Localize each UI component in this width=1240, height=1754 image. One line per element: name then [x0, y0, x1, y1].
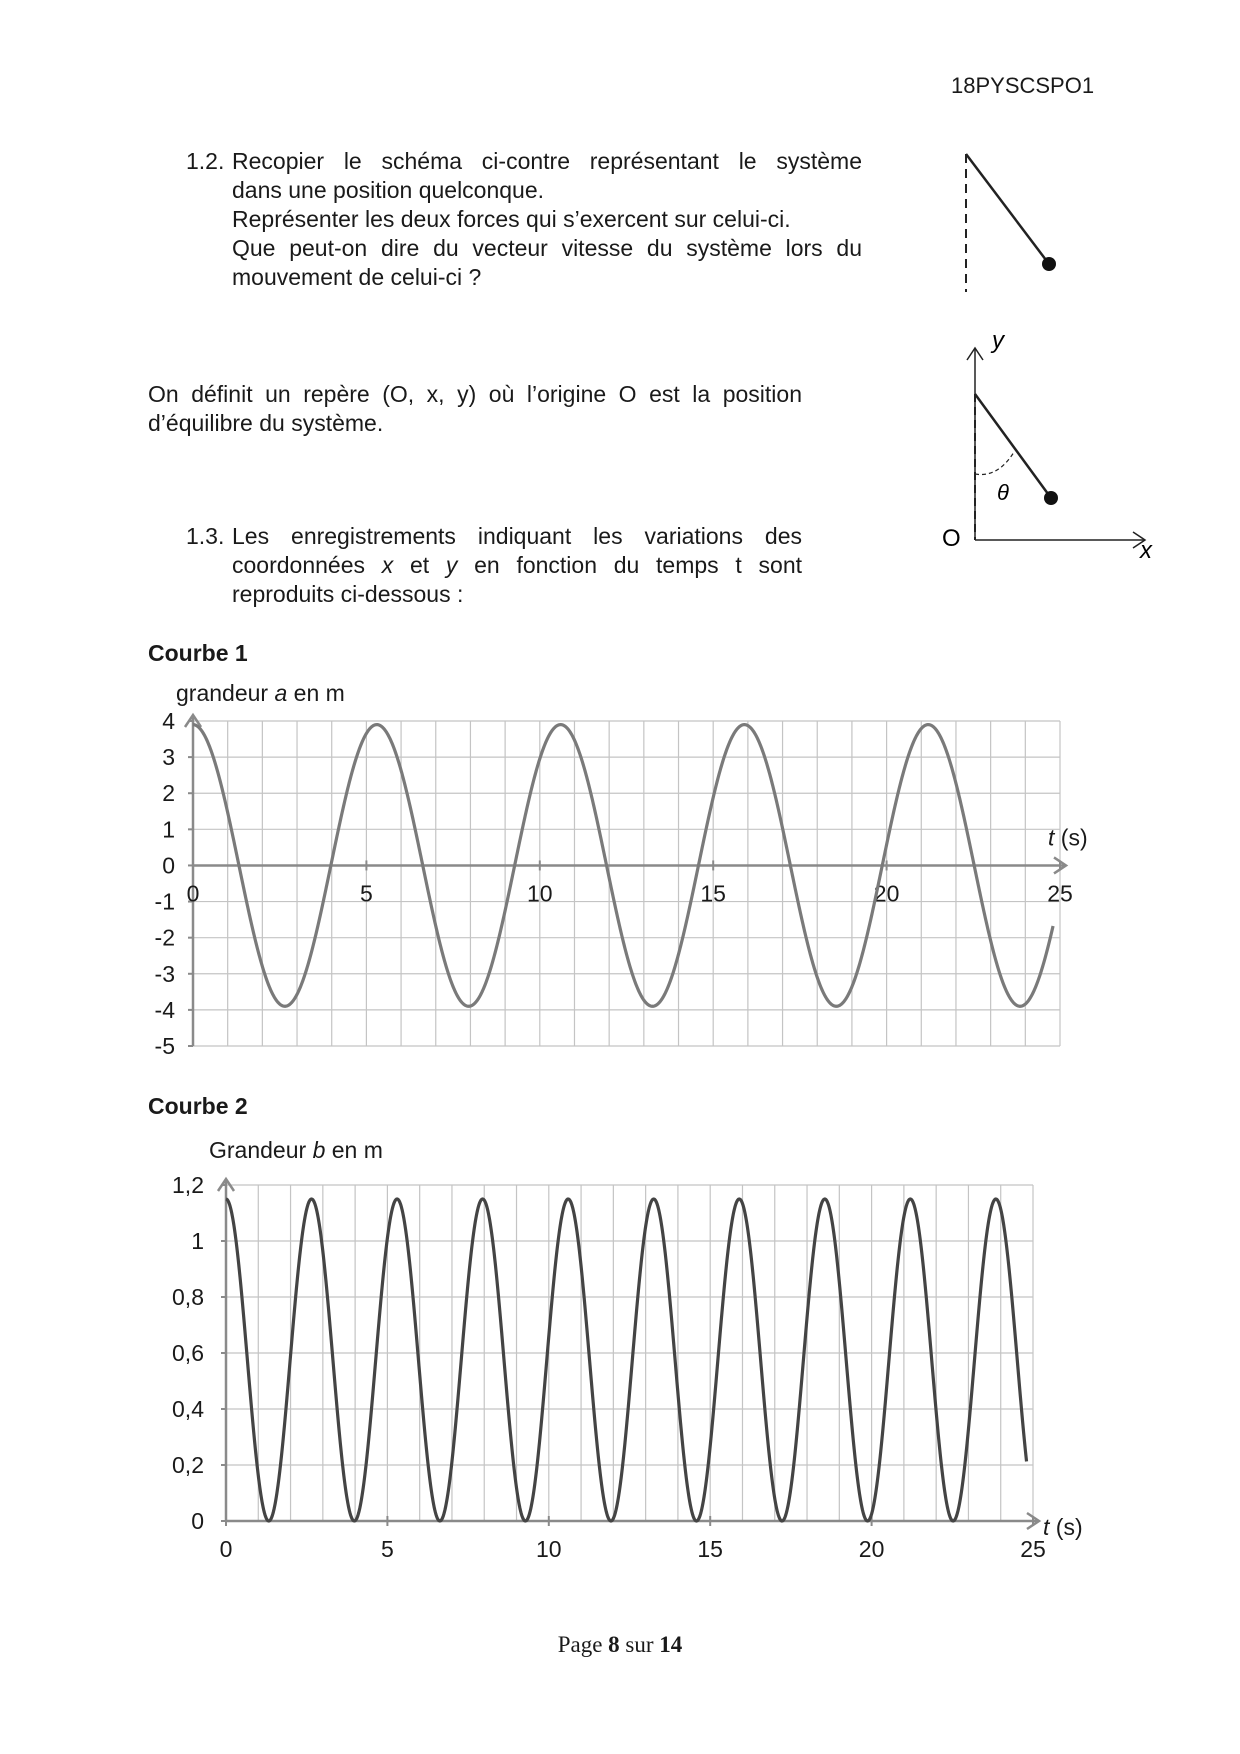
x-tick-label: 0 — [186, 880, 200, 907]
theta-label: θ — [997, 480, 1009, 505]
angle-arc — [975, 452, 1014, 475]
curve2-heading: Courbe 2 — [148, 1093, 248, 1119]
question-number: 1.3. — [186, 523, 225, 549]
document-reference: 18PYSCSPO1 — [951, 73, 1095, 98]
y-tick-label: 0,4 — [172, 1396, 204, 1422]
origin-label: O — [942, 525, 961, 552]
x-axis-label: x — [1140, 537, 1152, 564]
y-tick-label: -5 — [154, 1033, 175, 1059]
question-1-3 — [186, 522, 803, 609]
paragraph-line: d’équilibre du système. — [148, 410, 384, 436]
x-tick-label: 20 — [873, 880, 900, 907]
y-tick-label: 1,2 — [172, 1172, 204, 1198]
x-tick-label: 10 — [536, 1536, 562, 1562]
paragraph-line: On définit un repère (O, x, y) où l’origine O est la position — [148, 381, 802, 407]
curve1-heading: Courbe 1 — [148, 640, 248, 666]
question-line: Représenter les deux forces qui s’exercent sur celui-ci. — [232, 206, 791, 232]
x-tick-label: 15 — [697, 1536, 723, 1562]
y-tick-label: 1 — [162, 816, 175, 843]
curve2-chart — [0, 1160, 1240, 1580]
pendulum-mass — [1044, 491, 1058, 505]
y-tick-label: 1 — [191, 1228, 204, 1254]
question-line: Les enregistrements indiquant les variations des — [232, 523, 802, 549]
y-tick-label: 0,8 — [172, 1284, 204, 1310]
y-tick-label: -2 — [154, 924, 175, 951]
data-curve — [226, 1199, 1027, 1521]
repere-paragraph — [148, 380, 802, 438]
x-axis-label: t (s) — [1048, 824, 1088, 851]
x-tick-label: 5 — [360, 880, 373, 907]
page-footer: Page 8 sur 14 — [557, 1632, 683, 1657]
x-axis-label: t (s) — [1043, 1514, 1083, 1540]
curve2-ylabel: Grandeur b en m — [209, 1137, 383, 1163]
question-line: mouvement de celui-ci ? — [232, 264, 482, 290]
x-tick-label: 5 — [381, 1536, 394, 1562]
y-tick-label: 3 — [162, 744, 175, 771]
x-tick-label: 25 — [1047, 880, 1073, 907]
pendulum-rod — [975, 394, 1051, 498]
pendulum-sketch — [940, 140, 1080, 300]
y-tick-label: -4 — [154, 996, 175, 1023]
x-tick-label: 25 — [1020, 1536, 1046, 1562]
question-line: Recopier le schéma ci-contre représentant le système — [232, 148, 862, 174]
y-tick-label: 0 — [162, 852, 175, 879]
question-line: Que peut-on dire du vecteur vitesse du système lors du — [232, 235, 862, 261]
question-line: reproduits ci-dessous : — [232, 581, 464, 607]
coordinate-diagram — [930, 330, 1170, 570]
y-tick-label: 0 — [191, 1508, 204, 1534]
y-tick-label: 0,2 — [172, 1452, 204, 1478]
question-line: coordonnées x et y en fonction du temps t sont — [232, 552, 803, 578]
y-axis-label: y — [992, 330, 1004, 354]
question-number: 1.2. — [186, 148, 225, 174]
question-1-2 — [186, 147, 862, 292]
pendulum-rod — [966, 154, 1049, 264]
pendulum-mass — [1042, 257, 1056, 271]
curve1-ylabel: grandeur a en m — [176, 680, 345, 706]
y-tick-label: -3 — [154, 960, 175, 987]
y-tick-label: 0,6 — [172, 1340, 204, 1366]
y-tick-label: -1 — [154, 888, 175, 915]
y-tick-label: 4 — [162, 708, 175, 734]
y-tick-label: 2 — [162, 780, 175, 807]
x-tick-label: 20 — [858, 1536, 885, 1562]
x-tick-label: 15 — [700, 880, 726, 907]
question-line: dans une position quelconque. — [232, 177, 545, 203]
x-tick-label: 10 — [527, 880, 553, 907]
curve1-chart — [0, 700, 1240, 1060]
x-tick-label: 0 — [219, 1536, 233, 1562]
